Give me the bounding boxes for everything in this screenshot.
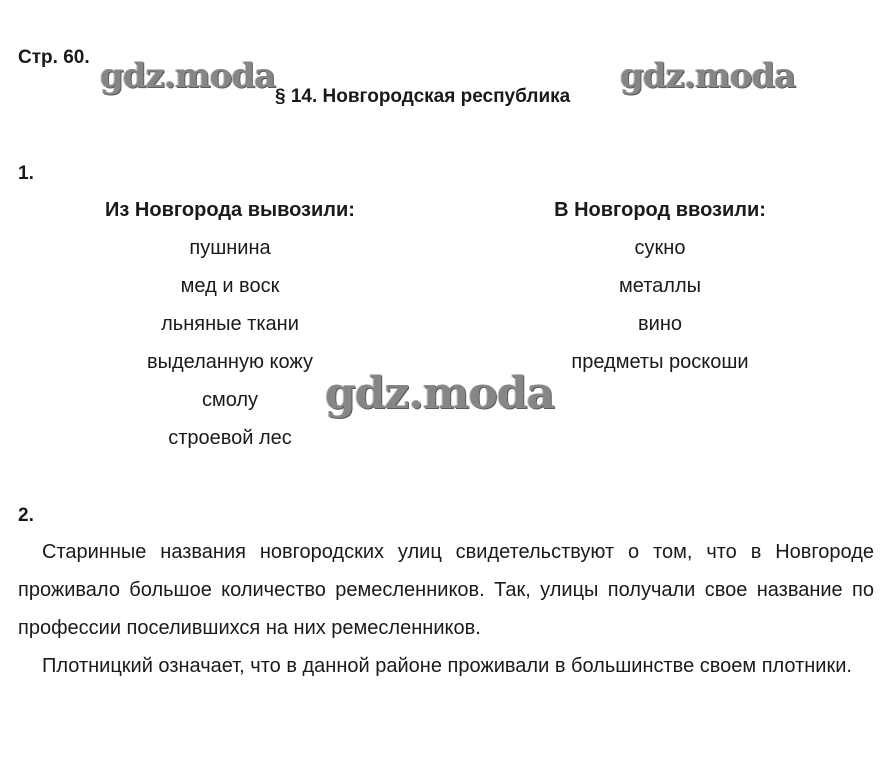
export-item: мед и воск <box>180 275 280 297</box>
import-item: вино <box>638 313 682 335</box>
export-heading: Из Новгорода вывозили: <box>105 199 355 221</box>
export-list <box>80 236 380 464</box>
import-item: сукно <box>634 237 686 259</box>
answer-paragraph: Плотницкий означает, что в данной районе проживали в большинстве своем плотники. <box>42 655 852 677</box>
export-item: выделанную кожу <box>146 351 314 373</box>
watermark-center: gdz.moda <box>325 368 555 419</box>
export-item: льняные ткани <box>161 313 299 335</box>
watermark-top-right: gdz.moda <box>620 56 796 96</box>
export-item: пушнина <box>189 237 271 259</box>
export-item: строевой лес <box>168 427 292 449</box>
answer-paragraph: Старинные названия новгородских улиц свидетельствуют о том, что в Новгороде проживало большое количество ремесленников. Так, улицы получали свое название по профессии поселившихся на них ремесленников. <box>18 541 874 639</box>
import-list <box>510 236 810 388</box>
export-item: смолу <box>201 389 259 411</box>
task-2-number: 2. <box>18 505 34 526</box>
page-reference: Стр. 60. <box>18 47 90 68</box>
import-item: металлы <box>619 275 701 297</box>
task-1-number: 1. <box>18 163 34 184</box>
watermark-top-left: gdz.moda <box>100 56 276 96</box>
import-heading: В Новгород ввозили: <box>554 199 766 221</box>
section-title: § 14. Новгородская республика <box>275 86 571 107</box>
import-item: предметы роскоши <box>571 351 749 373</box>
